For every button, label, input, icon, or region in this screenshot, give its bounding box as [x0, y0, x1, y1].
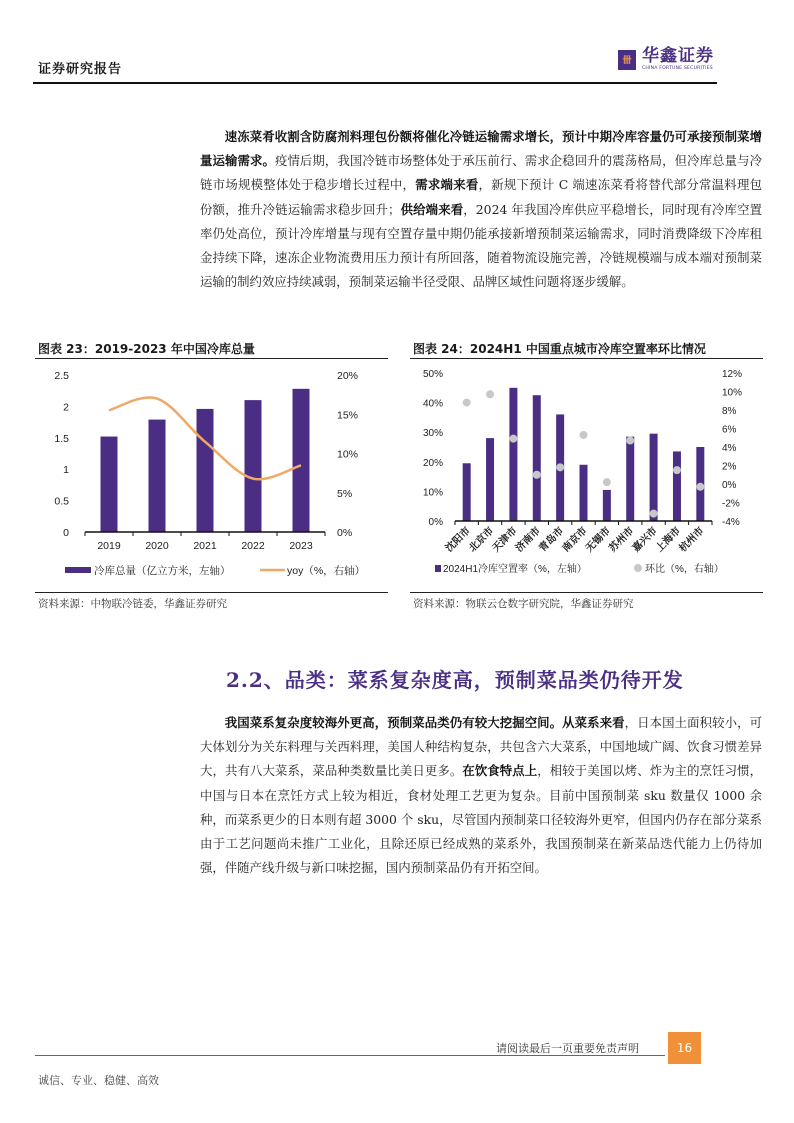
y-right-tick: 6%	[722, 424, 737, 436]
mom-dot	[650, 510, 658, 518]
chart24-title-rule	[410, 358, 763, 359]
legend-line-label: yoy（%，右轴）	[287, 565, 366, 577]
y-left-tick: 30%	[422, 428, 443, 440]
mom-dot	[673, 466, 681, 474]
y-left-tick: 0%	[428, 517, 443, 528]
bar	[245, 400, 262, 532]
y-right-tick: 12%	[722, 369, 743, 380]
y-right-tick: 5%	[337, 487, 353, 500]
para2-text: ，相较于美国以烤、炸为主的烹饪习惯，中国与日本在烹饪方式上较为相近，食材处理工艺更为复杂。目前中国预制菜 sku 数量仅 1000 余种，而菜系更少的日本则有超 3000 个 sku，尽管国内预制菜口径较海外更窄，但国内仍存在部分菜系由于工艺问题尚未推广工业化，且除还原已经成熟的菜系外，我国预制菜在新菜品迭代能力上仍待加强，伴随产线升级与新口味挖掘，国内预制菜品仍有开拓空间。	[200, 763, 763, 876]
bar	[533, 395, 541, 521]
legend-dot-swatch	[634, 564, 642, 572]
bar	[603, 490, 611, 521]
x-tick-city: 北京市	[467, 525, 497, 555]
y-right-tick: 2%	[722, 461, 737, 473]
logo-name-en: CHINA FORTUNE SECURITIES	[642, 66, 713, 71]
company-motto: 诚信、专业、稳健、高效	[38, 1074, 159, 1087]
y-right-tick: 4%	[722, 443, 737, 454]
x-tick-city: 杭州市	[677, 525, 707, 555]
y-right-tick: 10%	[337, 448, 359, 461]
x-tick-city: 嘉兴市	[630, 525, 660, 555]
report-type-label: 证券研究报告	[38, 62, 123, 77]
para1-bold-supply: 供给端来看	[400, 201, 464, 217]
y-left-tick: 1.5	[54, 432, 69, 445]
mom-dot	[580, 431, 588, 439]
mom-dot	[463, 399, 471, 407]
y-right-tick: 10%	[722, 387, 743, 399]
bar	[101, 437, 118, 532]
y-left-tick: 0.5	[54, 495, 69, 508]
paragraph-cuisine	[200, 711, 762, 880]
x-tick-city: 无锡市	[583, 525, 613, 555]
chart23-plot	[35, 360, 390, 590]
footer-divider	[35, 1055, 665, 1056]
mom-dot	[556, 463, 564, 471]
y-left-tick: 2.5	[54, 370, 69, 382]
y-right-tick: -4%	[722, 517, 740, 528]
bar	[650, 434, 658, 521]
company-logo	[618, 48, 714, 72]
para1-text: ，2024 年我国冷库供应平稳增长，同时现有冷库空置率仍处高位，预计冷库增量与现有空置存量中期仍能承接新增预制菜运输需求，同时消费降级下冷库租金持续下降，速冻企业物流费用压力预计有所回落，随着物流设施完善，冷链规模端与成本端对预制菜运输的制约效应持续减弱，预制菜运输半径受限、品牌区域性问题将逐步缓解。	[200, 201, 762, 290]
bar	[486, 438, 494, 521]
logo-mark-icon: 卌	[618, 50, 636, 70]
para1-bold-lead: 速冻菜肴收割含防腐剂料理包份额将催化冷链运输需求增长，预计中期冷库容量仍可承接预制菜增量运输需求。	[200, 129, 762, 169]
x-tick-city: 南京市	[560, 525, 590, 555]
mom-dot	[533, 471, 541, 479]
x-tick: 2020	[145, 540, 169, 552]
x-tick-city: 天津市	[490, 525, 520, 555]
bar	[197, 409, 214, 532]
x-tick: 2023	[289, 540, 313, 552]
chart23-title-rule	[35, 358, 388, 359]
chart24-title: 图表 24：2024H1 中国重点城市冷库空置率环比情况	[413, 342, 706, 356]
para2-bold-diet: 在饮食特点上	[462, 763, 538, 779]
disclaimer-note: 请阅读最后一页重要免责声明	[496, 1042, 639, 1055]
x-tick: 2021	[193, 540, 217, 552]
chart24-source: 资料来源：物联云仓数字研究院，华鑫证券研究	[413, 598, 634, 610]
legend-dot-label: 环比（%，右轴）	[645, 564, 724, 575]
y-right-tick: 8%	[722, 406, 737, 417]
bar	[293, 389, 310, 532]
chart23-source: 资料来源：中物联冷链委，华鑫证券研究	[38, 598, 227, 610]
x-tick-city: 沈阳市	[443, 525, 473, 555]
header-divider	[33, 82, 717, 84]
chart23-source-rule	[35, 592, 388, 593]
y-left-tick: 50%	[422, 369, 443, 380]
bar	[580, 465, 588, 521]
logo-name-cn: 华鑫证券	[642, 46, 714, 66]
para2-text: ，日本国土面积较小，可大体划分为关东料理与关西料理，美国人种结构复杂，共包含六大菜系，中国地域广阔、饮食习惯差异大，共有八大菜系，菜品种类数量比美日更多。	[200, 715, 763, 779]
legend-bar-label: 冷库总量（亿立方米，左轴）	[94, 565, 231, 577]
bar	[626, 437, 634, 521]
bar	[673, 451, 681, 521]
mom-dot	[696, 483, 704, 491]
chart23-title: 图表 23：2019-2023 年中国冷库总量	[38, 342, 255, 356]
mom-dot	[626, 437, 634, 445]
chart24-plot	[410, 360, 765, 590]
x-tick: 2022	[241, 540, 265, 552]
para1-text: ，新规下预计 C 端速冻菜肴将替代部分常温料理包份额，推升冷链运输需求稳步回升；	[200, 177, 763, 217]
y-right-tick: -2%	[722, 498, 740, 510]
y-left-tick: 10%	[422, 487, 443, 499]
x-tick-city: 青岛市	[537, 525, 567, 555]
section-heading: 2.2、品类：菜系复杂度高，预制菜品类仍待开发	[226, 668, 684, 692]
x-tick: 2019	[97, 540, 121, 552]
y-right-tick: 0%	[722, 480, 737, 491]
para1-bold-demand: 需求端来看	[415, 177, 479, 193]
para2-bold-lead: 我国菜系复杂度较海外更高，预制菜品类仍有较大挖掘空间。从菜系来看	[224, 715, 625, 730]
para1-text: 疫情后期，我国冷链市场整体处于承压前行、需求企稳回升的震荡格局，但冷库总量与冷链市场规模整体处于稳步增长过程中，	[200, 153, 763, 193]
bar	[149, 420, 166, 532]
mom-dot	[603, 478, 611, 486]
y-right-tick: 0%	[337, 527, 353, 539]
mom-dot	[509, 435, 517, 443]
y-left-tick: 20%	[422, 457, 443, 469]
x-tick-city: 苏州市	[607, 525, 637, 555]
bar	[509, 388, 517, 521]
legend-bar-swatch	[435, 565, 441, 572]
bar	[463, 463, 471, 521]
page-number-badge: 16	[668, 1032, 701, 1064]
y-right-tick: 20%	[337, 370, 359, 382]
y-left-tick: 2	[63, 401, 69, 414]
y-left-tick: 40%	[422, 398, 443, 410]
legend-bar-swatch	[65, 567, 91, 573]
y-left-tick: 0	[63, 527, 69, 539]
mom-dot	[486, 390, 494, 398]
legend-bar-label: 2024H1冷库空置率（%，左轴）	[443, 564, 587, 575]
x-tick-city: 上海市	[654, 525, 684, 555]
y-left-tick: 1	[63, 464, 69, 477]
chart24-source-rule	[410, 592, 763, 593]
paragraph-cold-chain	[200, 125, 762, 294]
y-right-tick: 15%	[337, 409, 359, 422]
x-tick-city: 济南市	[513, 525, 543, 555]
